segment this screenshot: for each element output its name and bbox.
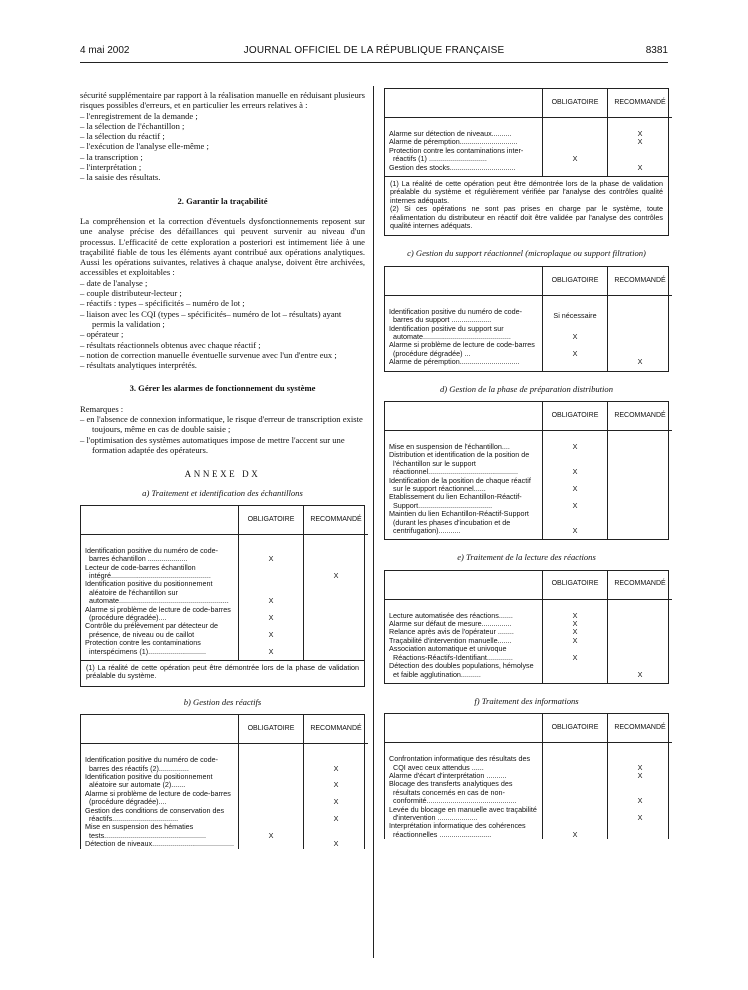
recommande-cell: X [608, 780, 673, 805]
obligatoire-cell [239, 840, 304, 848]
list-item: – résultats analytiques interprétés. [80, 360, 197, 371]
row-label: Confrontation informatique des résultats des CQI avec ceux attendus ...... [389, 754, 531, 772]
row-label: Gestion des conditions de conservation des réactifs................................. [85, 805, 225, 824]
row-label: Protection contre les contaminations inter-réactifs (1) ............................. [389, 145, 524, 164]
recommande-cell [304, 639, 369, 660]
col-recommande: RECOMMANDÉ [304, 506, 369, 535]
table-b-continued [385, 89, 672, 176]
row-label: Identification positive du numéro de code-barres échantillon .................... [85, 545, 219, 564]
col-obligatoire: OBLIGATOIRE [543, 714, 608, 743]
row-label: Alarme sur défaut de mesure............... [389, 619, 512, 629]
col-recommande: RECOMMANDÉ [608, 571, 673, 600]
list-item: – date de l'analyse ; [80, 277, 148, 288]
recommande-cell: X [608, 138, 673, 146]
row-label: Association automatique et univoque Réactions-Réactifs-Identifiant............. [389, 644, 513, 662]
recommande-cell [608, 443, 673, 451]
recommande-cell [608, 645, 673, 662]
table-b-continued-frame [384, 88, 669, 236]
col-recommande: RECOMMANDÉ [608, 714, 673, 743]
col-recommande: RECOMMANDÉ [608, 402, 673, 431]
table-e-title: e) Traitement de la lecture des réactions [457, 552, 596, 563]
obligatoire-cell: X [543, 341, 608, 358]
recommande-cell [608, 325, 673, 342]
table-row [81, 773, 368, 790]
table-row [81, 606, 368, 623]
table-row [385, 645, 672, 662]
row-label: Détection des doubles populations, hémolyse et faible agglutination.......... [389, 661, 534, 679]
table-row [385, 493, 672, 510]
list-item: – la saisie des résultats. [80, 172, 161, 183]
obligatoire-cell [543, 806, 608, 823]
table-row [385, 341, 672, 358]
recommande-cell [608, 477, 673, 494]
obligatoire-cell [543, 662, 608, 683]
row-label: Protection contre les contaminations interspécimens (1)............................. [85, 638, 207, 656]
intro-paragraph: sécurité supplémentaire par rapport à la réalisation manuelle en réduisant plusieurs risques possibles d'erreurs, et en particulier les erreurs relatives à : [80, 90, 365, 111]
row-label: Levée du blocage en manuelle avec traçabilité d'intervention .................... [389, 804, 537, 823]
recommande-cell [608, 341, 673, 358]
table-a-frame [80, 505, 365, 687]
recommande-cell: X [608, 772, 673, 780]
table-c-title: c) Gestion du support réactionnel (microplaque ou support filtration) [407, 248, 646, 259]
table-row [385, 780, 672, 805]
traceability-list [80, 278, 365, 371]
obligatoire-cell: X [239, 580, 304, 605]
recommande-cell: X [608, 806, 673, 823]
obligatoire-cell: X [543, 612, 608, 620]
obligatoire-cell [239, 790, 304, 807]
obligatoire-cell: X [239, 639, 304, 660]
table-b [81, 715, 368, 848]
row-label: Maintien du lien Echantillon-Réactif-Support (durant les phases d'incubation et de centrifugation)........... [389, 509, 529, 535]
list-item: – en l'absence de connexion informatique, le risque d'erreur de transcription existe toujours, même en cas de double saisie ; [80, 414, 363, 435]
recommande-cell [608, 308, 673, 325]
row-label: Identification positive du numéro de code-barres des réactifs (2)............... [85, 755, 219, 773]
table-row [385, 164, 672, 176]
obligatoire-cell: X [239, 547, 304, 564]
row-label: Interprétation informatique des cohérences réactionnelles .......................... [389, 821, 526, 839]
column-divider [373, 86, 374, 958]
table-e-frame [384, 570, 669, 684]
table-row [81, 823, 368, 840]
obligatoire-cell: Si nécessaire [543, 308, 608, 325]
row-label: Identification positive du positionnement aléatoire sur automate (2)....... [85, 772, 213, 790]
obligatoire-cell: X [543, 628, 608, 636]
recommande-cell: X [608, 130, 673, 138]
table-c [385, 267, 672, 371]
section-paragraph: La compréhension et la correction d'éventuels dysfonctionnements reposent sur une analyse précise des défaillances qui peuvent survenir au niveau d'un processus. L'efficacité de cette exploration a posteriori est intimement liée à une traçabilité fiable de tous les éléments ayant contribué aux opérations analytiques. Aussi les opérations suivantes, relatives à chaque analyse, doivent être archivées, accessibles et exploitables : [80, 215, 365, 278]
table-row [385, 325, 672, 342]
header-date: 4 mai 2002 [80, 45, 130, 56]
obligatoire-cell: X [543, 510, 608, 539]
recommande-cell [608, 822, 673, 839]
table-d-frame [384, 401, 669, 540]
list-item: – la sélection du réactif ; [80, 131, 165, 142]
recommande-cell [304, 622, 369, 639]
recommande-cell: X [304, 790, 369, 807]
list-item: – opérateur ; [80, 329, 124, 340]
recommande-cell: X [608, 755, 673, 772]
col-obligatoire: OBLIGATOIRE [543, 571, 608, 600]
col-obligatoire: OBLIGATOIRE [543, 89, 608, 118]
list-item: – l'enregistrement de la demande ; [80, 110, 198, 121]
obligatoire-cell: X [543, 477, 608, 494]
table-b-footnotes [385, 176, 668, 235]
obligatoire-cell: X [543, 822, 608, 839]
obligatoire-cell: X [543, 325, 608, 342]
row-label: Alarme sur détection de niveaux.......... [389, 129, 512, 138]
obligatoire-cell [239, 564, 304, 581]
table-f-title: f) Traitement des informations [474, 695, 579, 706]
obligatoire-cell: X [239, 823, 304, 840]
table-header-row [81, 506, 368, 535]
obligatoire-cell: X [543, 493, 608, 510]
footnote: (2) Si ces opérations ne sont pas prises en charge par le système, toute réalimentation du distributeur en réactif doit être validée par l'analyse des contrôles qualité internes adéquats. [390, 204, 663, 231]
table-row [81, 622, 368, 639]
table-a [81, 506, 368, 660]
header-page-number: 8381 [645, 45, 668, 56]
list-item: – notion de correction manuelle éventuelle survenue avec l'un d'entre eux ; [80, 349, 337, 360]
col-recommande: RECOMMANDÉ [608, 267, 673, 296]
table-f [385, 714, 672, 839]
recommande-cell [608, 147, 673, 164]
table-header-row [385, 714, 672, 743]
remarks-label: Remarques : [80, 403, 124, 414]
table-header-row [385, 89, 672, 118]
recommande-cell: X [304, 807, 369, 824]
obligatoire-cell: X [543, 620, 608, 628]
recommande-cell [608, 451, 673, 476]
col-recommande: RECOMMANDÉ [304, 715, 369, 744]
obligatoire-cell [543, 755, 608, 772]
table-row [81, 756, 368, 773]
recommande-cell [608, 637, 673, 645]
table-row [81, 547, 368, 564]
table-row [81, 639, 368, 660]
row-label: Relance après avis de l'opérateur ........ [389, 627, 514, 637]
row-label: Alarme d'écart d'interprétation .......... [389, 771, 507, 781]
col-obligatoire: OBLIGATOIRE [543, 402, 608, 431]
table-row [81, 564, 368, 581]
recommande-cell: X [304, 773, 369, 790]
row-label: Gestion des stocks................................. [389, 162, 516, 172]
section-heading: 2. Garantir la traçabilité [177, 195, 268, 206]
list-item: – résultats réactionnels obtenus avec chaque réactif ; [80, 339, 261, 350]
list-item: – réactifs : types – spécificités – numéro de lot ; [80, 298, 245, 309]
obligatoire-cell: X [543, 451, 608, 476]
table-row [385, 308, 672, 325]
recommande-cell: X [304, 756, 369, 773]
header-rule [80, 62, 668, 63]
obligatoire-cell [239, 756, 304, 773]
table-header-row [81, 715, 368, 744]
list-item: – liaison avec les CQI (types – spécificités– numéro de lot – résultats) ayant permis la validation ; [80, 308, 342, 329]
obligatoire-cell [543, 164, 608, 176]
table-d-title: d) Gestion de la phase de préparation distribution [439, 383, 614, 394]
table-row [385, 755, 672, 772]
obligatoire-cell: X [543, 645, 608, 662]
table-row [81, 580, 368, 605]
recommande-cell [304, 547, 369, 564]
table-row [385, 358, 672, 370]
obligatoire-cell [543, 138, 608, 146]
table-b-title: b) Gestion des réactifs [183, 696, 262, 707]
obligatoire-cell: X [543, 443, 608, 451]
row-label: Alarme si problème de lecture de code-barres (procédure dégradée).... [85, 604, 231, 623]
row-label: Etablissement du lien Echantillon-Réactif-Support..................................... [389, 492, 522, 510]
obligatoire-cell [543, 358, 608, 370]
row-label: Identification positive du support sur automate............................................ [389, 323, 511, 341]
obligatoire-cell: X [543, 147, 608, 164]
remarks-list [80, 414, 365, 455]
row-label: Identification positive du numéro de code-barres du support .................... [389, 306, 523, 325]
table-row [385, 510, 672, 539]
obligatoire-cell: X [239, 606, 304, 623]
right-column [384, 88, 669, 839]
header-journal-title: JOURNAL OFFICIEL DE LA RÉPUBLIQUE FRANÇAISE [243, 45, 505, 56]
obligatoire-cell [239, 807, 304, 824]
intro-list [80, 111, 365, 183]
obligatoire-cell [543, 780, 608, 805]
row-label: Mise en suspension des hématies tests................................................... [85, 822, 207, 840]
list-item: – la transcription ; [80, 151, 143, 162]
annex-title: ANNEXE DX [184, 469, 261, 480]
list-item: – l'optimisation des systèmes automatiques impose de mettre l'accent sur une formation adaptée des opérateurs. [80, 434, 345, 455]
row-label: Alarme si problème de lecture de code-barres (procédure dégradée).... [85, 788, 231, 807]
col-obligatoire: OBLIGATOIRE [239, 715, 304, 744]
table-row [81, 807, 368, 824]
col-obligatoire: OBLIGATOIRE [239, 506, 304, 535]
recommande-cell [608, 493, 673, 510]
table-row [385, 147, 672, 164]
table-row [385, 477, 672, 494]
table-row [385, 451, 672, 476]
table-b-frame [80, 714, 365, 848]
table-header-row [385, 571, 672, 600]
obligatoire-cell [543, 772, 608, 780]
row-label: Distribution et identification de la position de l'échantillon sur le support réactionnel............................................. [389, 450, 530, 477]
table-row [385, 662, 672, 683]
table-a-footnote: (1) La réalité de cette opération peut être démontrée lors de la phase de validation préalable du système. [81, 660, 364, 686]
row-label: Contrôle du prélèvement par détecteur de présence, de niveau ou de caillot [85, 621, 219, 639]
table-e [385, 571, 672, 683]
row-label: Lecture automatisée des réactions....... [389, 610, 513, 620]
recommande-cell [304, 823, 369, 840]
table-row [81, 840, 368, 848]
recommande-cell [608, 620, 673, 628]
obligatoire-cell [543, 130, 608, 138]
row-label: Lecteur de code-barres échantillon intégré.................................................. [85, 562, 211, 581]
table-f-frame [384, 713, 669, 839]
recommande-cell [304, 606, 369, 623]
table-header-row [385, 402, 672, 431]
recommande-cell: X [608, 358, 673, 370]
recommande-cell [608, 628, 673, 636]
row-label: Alarme si problème de lecture de code-barres (procédure dégradée) ... [389, 340, 535, 358]
recommande-cell [608, 612, 673, 620]
row-label: Blocage des transferts analytiques des résultats concernés en cas de non-conformité............................................. [389, 779, 517, 806]
recommande-cell: X [304, 564, 369, 581]
row-label: Détection de niveaux......................................... [85, 839, 235, 849]
table-row [385, 822, 672, 839]
col-obligatoire: OBLIGATOIRE [543, 267, 608, 296]
row-label: Identification de la position de chaque réactif sur le support réactionnel...... [389, 475, 531, 493]
recommande-cell: X [608, 662, 673, 683]
row-label: Traçabilité d'intervention manuelle....... [389, 635, 512, 645]
left-column [80, 90, 365, 849]
table-row [81, 790, 368, 807]
obligatoire-cell: X [543, 637, 608, 645]
list-item: – couple distributeur-lecteur ; [80, 288, 182, 299]
page-header [80, 45, 668, 59]
recommande-cell: X [608, 164, 673, 176]
table-row [385, 806, 672, 823]
table-d [385, 402, 672, 539]
list-item: – l'exécution de l'analyse elle-même ; [80, 141, 209, 152]
row-label: Identification positive du positionnement aléatoire de l'échantillon sur automate....................................................... [85, 579, 229, 606]
recommande-cell [608, 510, 673, 539]
footnote: (1) La réalité de cette opération peut être démontrée lors de la phase de validation préalable du système et régulièrement vérifiée par l'analyse des contrôles qualité internes adéquats. [390, 179, 663, 205]
obligatoire-cell: X [239, 622, 304, 639]
col-recommande: RECOMMANDÉ [608, 89, 673, 118]
table-a-title: a) Traitement et identification des échantillons [142, 487, 303, 498]
table-c-frame [384, 266, 669, 372]
list-item: – l'interprétation ; [80, 162, 142, 173]
row-label: Alarme de péremption............................. [389, 137, 518, 147]
table-header-row [385, 267, 672, 296]
list-item: – la sélection de l'échantillon ; [80, 120, 185, 131]
recommande-cell [304, 580, 369, 605]
recommande-cell: X [304, 840, 369, 848]
row-label: Mise en suspension de l'échantillon.... [389, 441, 510, 451]
obligatoire-cell [239, 773, 304, 790]
section-heading: 3. Gérer les alarmes de fonctionnement du système [129, 383, 316, 394]
row-label: Alarme de péremption.............................. [389, 357, 520, 367]
